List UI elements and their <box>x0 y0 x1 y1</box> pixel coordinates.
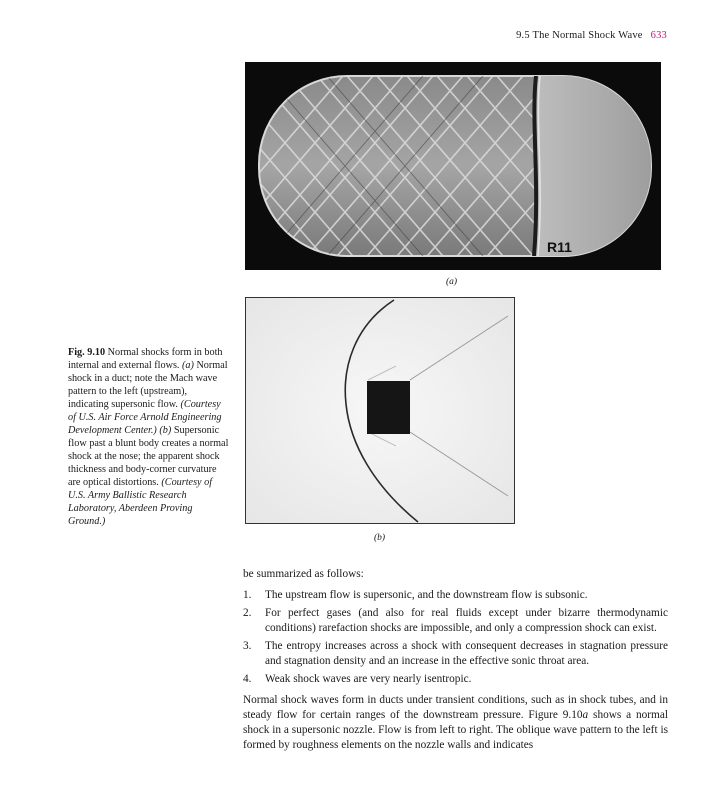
caption-text: Normal shock in a duct; note the Mach wave pattern to the left (upstream), indicating supersonic flow. <box>68 360 228 410</box>
list-item <box>243 588 668 603</box>
paragraph-figure-ref: a <box>582 709 589 721</box>
list-item-text: For perfect gases (and also for real fluids except under bizarre thermodynamic conditions) rarefaction shocks are impossible, and only a compression shock can exist. <box>265 607 668 634</box>
caption-text: Supersonic flow past a blunt body creates a normal shock at the nose; the apparent shock thickness and body-corner curvature are optical distortions. <box>68 425 229 488</box>
page-number: 633 <box>650 30 667 41</box>
list-item-number: 4. <box>243 673 252 685</box>
figure-number: Fig. 9.10 <box>68 347 106 358</box>
list-item-text: The upstream flow is supersonic, and the downstream flow is subsonic. <box>265 589 588 601</box>
caption-credit-a: (Courtesy of U.S. Air Force Arnold Engineering Development Center.) <box>68 399 222 436</box>
figure-b-label: (b) <box>374 533 386 543</box>
body-text <box>243 567 668 753</box>
section-title: 9.5 The Normal Shock Wave <box>516 30 643 41</box>
list-item <box>243 639 668 669</box>
list-item-number: 3. <box>243 640 252 652</box>
summary-list <box>243 588 668 687</box>
caption-panel-b-ref: (b) <box>159 425 172 436</box>
paragraph-text: Normal shock waves form in ducts under transient conditions, such as in shock tubes, and in steady flow for certain ranges of the downstream pressure. Figure 9.10 <box>243 694 668 721</box>
list-item <box>243 606 668 636</box>
body-paragraph <box>243 693 668 753</box>
figure-b-photo <box>245 297 515 524</box>
figure-a-photo <box>245 62 661 270</box>
summary-lead: be summarized as follows: <box>243 568 364 580</box>
caption-text: Normal shocks form in both internal and external flows. <box>68 347 223 371</box>
figure-a-label: (a) <box>446 277 458 287</box>
list-item <box>243 672 668 687</box>
list-item-text: The entropy increases across a shock with consequent decreases in stagnation pressure and stagnation density and an increase in the effective sonic throat area. <box>265 640 668 667</box>
caption-panel-a-ref: (a) <box>182 360 194 371</box>
figure-a-stamp: R11 <box>547 239 572 255</box>
list-item-text: Weak shock waves are very nearly isentropic. <box>265 673 472 685</box>
list-item-number: 2. <box>243 607 252 619</box>
running-header <box>516 30 667 41</box>
list-item-number: 1. <box>243 589 252 601</box>
figure-caption <box>68 346 230 528</box>
paragraph-text: shows a normal shock in a supersonic nozzle. Flow is from left to right. The oblique wave pattern to the left is formed by roughness elements on the nozzle walls and indicates <box>243 709 668 751</box>
caption-credit-b: (Courtesy of U.S. Army Ballistic Research Laboratory, Aberdeen Proving Ground.) <box>68 477 213 527</box>
